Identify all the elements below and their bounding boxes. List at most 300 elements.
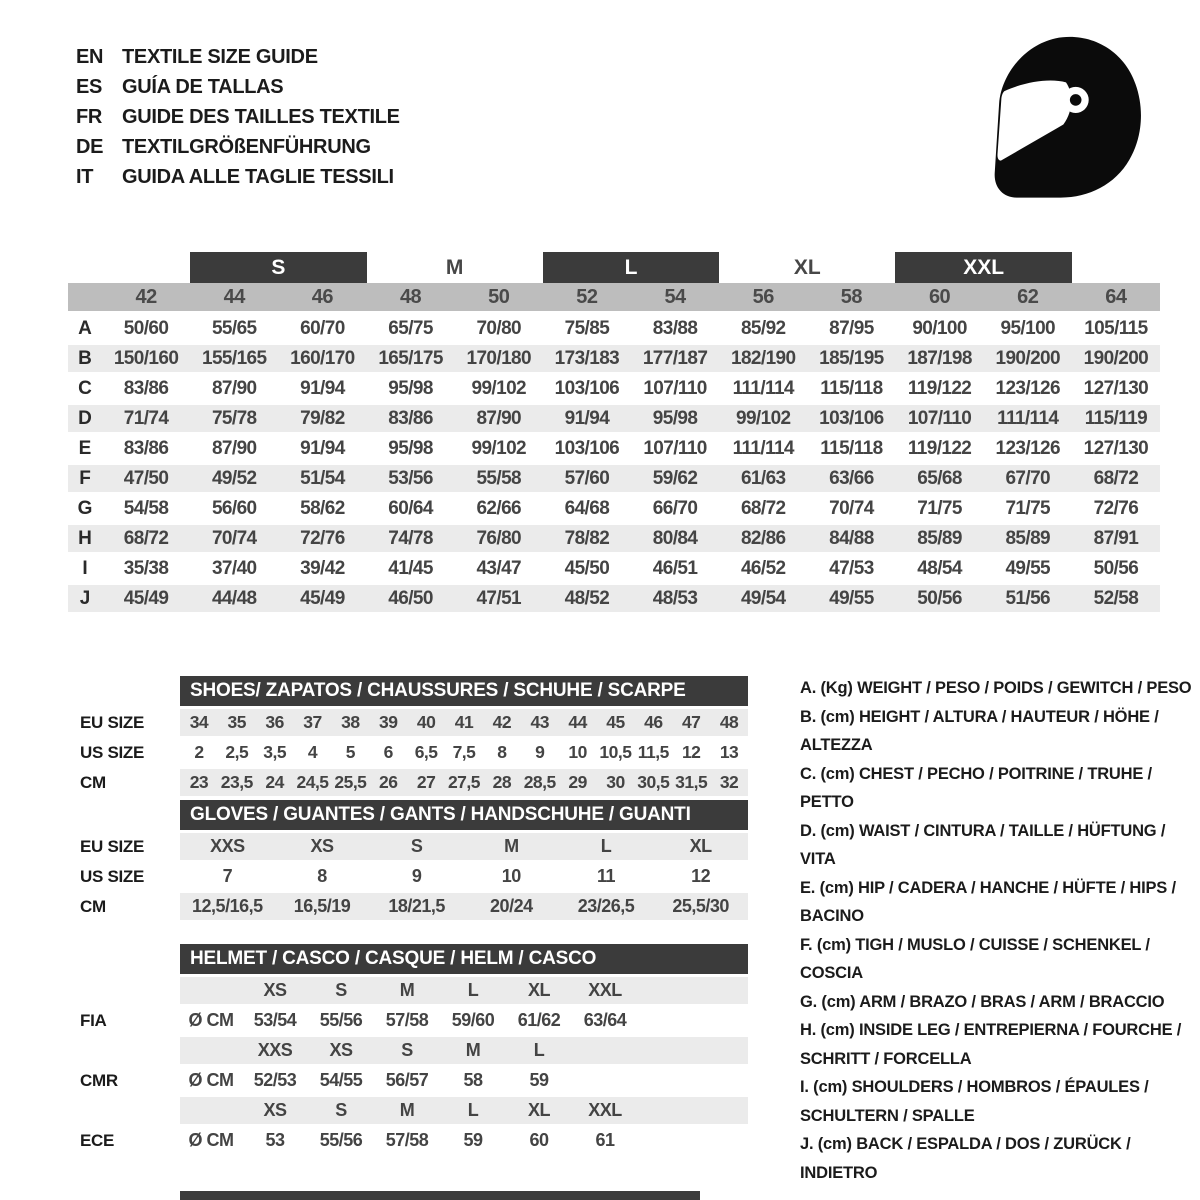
size-value: 91/94 — [300, 437, 345, 459]
racing-helmet-icon — [978, 26, 1154, 202]
size-value: 87/90 — [476, 407, 522, 429]
legend-unit: (cm) — [813, 1078, 848, 1096]
size-value: 48/52 — [564, 587, 610, 609]
row-label: C — [78, 377, 92, 399]
size-value: 11,5 — [637, 742, 669, 762]
legend-item — [800, 988, 1194, 1017]
row-label: F — [79, 467, 91, 489]
legend-unit: (cm) — [819, 878, 854, 897]
helmet-size: XS — [263, 1100, 287, 1120]
spacer — [180, 977, 242, 1004]
legend-item — [800, 1016, 1194, 1073]
size-value: 26 — [379, 772, 398, 792]
size-value: 105/115 — [1084, 317, 1148, 339]
size-value: 71/75 — [1005, 497, 1051, 519]
language-row — [76, 132, 400, 162]
helmet-value: 59/60 — [451, 1010, 495, 1030]
legend-item — [800, 817, 1194, 874]
size-value: 119/122 — [907, 437, 972, 459]
helmet-size: L — [467, 980, 479, 1000]
size-value: 34 — [189, 712, 209, 732]
size-value: 82/86 — [740, 527, 786, 549]
row-label: I — [82, 557, 88, 579]
table-row — [68, 375, 1160, 402]
row-label: CM — [80, 896, 106, 916]
helmet-size: L — [533, 1040, 545, 1060]
size-value: 6 — [383, 742, 393, 762]
size-value: 51/54 — [300, 467, 345, 489]
helmet-size: XS — [329, 1040, 353, 1060]
certification-label: CMR — [80, 1070, 118, 1090]
row-label: EU SIZE — [80, 712, 145, 732]
size-value: 68/72 — [1093, 467, 1139, 489]
language-code: FR — [76, 105, 103, 128]
helmet-value: 53/54 — [253, 1010, 297, 1030]
row-values — [180, 769, 748, 796]
helmet-value: 55/56 — [319, 1010, 363, 1030]
numeric-size: 62 — [1017, 285, 1039, 308]
size-value: 18/21,5 — [388, 896, 445, 916]
size-value: 46 — [644, 712, 663, 732]
helmet-value: 56/57 — [385, 1070, 429, 1090]
cutoff-header-bar — [180, 1191, 700, 1200]
size-value: 103/106 — [554, 437, 620, 459]
size-value: XL — [689, 836, 712, 856]
size-value: 20/24 — [490, 896, 533, 916]
table-row — [68, 405, 1160, 432]
size-value: 65/75 — [388, 317, 433, 339]
size-value: 44/48 — [211, 587, 257, 609]
row-label: US SIZE — [80, 866, 145, 886]
legend-text: SHOULDERS / HOMBROS / ÉPAULES / SCHULTERN / SPALLE — [800, 1078, 1149, 1125]
size-value: 111/114 — [732, 377, 794, 399]
size-value: 45/50 — [564, 557, 610, 579]
size-value: 27 — [416, 772, 436, 792]
helmet-value: 58 — [463, 1070, 483, 1090]
table-row — [68, 315, 1160, 342]
numeric-size: 54 — [664, 285, 686, 308]
size-value: 11 — [596, 866, 615, 886]
size-value: 43 — [530, 712, 549, 732]
size-value: 46/50 — [388, 587, 433, 609]
table-row — [68, 345, 1160, 372]
helmet-size: M — [399, 1100, 415, 1120]
legend-item — [800, 1073, 1194, 1130]
size-value: 10 — [568, 742, 587, 762]
gloves-table-title: GLOVES / GUANTES / GANTS / HANDSCHUHE / GUANTI — [180, 800, 748, 830]
size-value: 72/76 — [300, 527, 345, 549]
size-value: 70/74 — [211, 527, 257, 549]
size-value: 12 — [681, 742, 701, 762]
legend-unit: (cm) — [817, 1135, 852, 1153]
size-value: 87/95 — [829, 317, 874, 339]
size-value: 42 — [492, 712, 512, 732]
language-row — [76, 102, 400, 132]
helmet-size: S — [335, 980, 347, 1000]
size-value: 40 — [416, 712, 436, 732]
size-value: 190/200 — [1083, 347, 1149, 369]
table-row — [80, 1037, 748, 1064]
size-value: 39 — [379, 712, 398, 732]
size-value: 56/60 — [211, 497, 257, 519]
size-value: 115/118 — [820, 377, 883, 399]
size-value: 127/130 — [1083, 377, 1149, 399]
size-value: 173/183 — [554, 347, 620, 369]
size-value: 60/70 — [300, 317, 345, 339]
legend-key: J. — [800, 1135, 814, 1153]
language-code: IT — [76, 165, 94, 188]
apparel-measurement-rows — [68, 315, 1160, 612]
size-value: 170/180 — [466, 347, 531, 369]
table-row — [80, 977, 748, 1004]
size-value: 165/175 — [378, 347, 443, 369]
size-value: 63/66 — [829, 467, 874, 489]
legend-unit: (cm) — [820, 1021, 855, 1039]
table-row — [80, 1097, 748, 1124]
table-row — [80, 739, 748, 766]
size-value: 65/68 — [917, 467, 962, 489]
numeric-size: 50 — [488, 285, 510, 308]
table-row — [80, 1067, 748, 1094]
row-label: CM — [80, 772, 106, 792]
legend-unit: (cm) — [820, 764, 855, 783]
size-value: 10,5 — [599, 742, 632, 762]
legend-item — [800, 874, 1194, 931]
certification-label: ECE — [80, 1130, 115, 1150]
legend-key: G. — [800, 992, 818, 1011]
size-value: 37/40 — [211, 557, 257, 579]
helmet-value-row — [180, 1007, 748, 1034]
size-value: 41 — [454, 712, 474, 732]
row-values — [180, 863, 748, 890]
size-value: 61/63 — [740, 467, 786, 489]
size-value: 85/92 — [740, 317, 786, 339]
size-value: 107/110 — [643, 377, 707, 399]
size-value: 119/122 — [907, 377, 972, 399]
diameter-unit-label: Ø CM — [188, 1010, 234, 1030]
table-row — [80, 769, 748, 796]
helmet-size: XL — [527, 1100, 550, 1120]
legend-key: A. — [800, 679, 817, 697]
legend-item — [800, 931, 1194, 988]
table-row — [80, 893, 748, 920]
size-value: 107/110 — [907, 407, 972, 429]
legend-text: HIP / CADERA / HANCHE / HÜFTE / HIPS / BACINO — [800, 878, 1176, 925]
size-value: 83/86 — [123, 437, 169, 459]
size-value: 50/56 — [1093, 557, 1139, 579]
size-value: 49/54 — [740, 587, 786, 609]
size-value: 52/58 — [1093, 587, 1139, 609]
size-value: 47/50 — [123, 467, 169, 489]
helmet-value: 59 — [463, 1130, 483, 1150]
size-value: 91/94 — [564, 407, 610, 429]
size-group-l: L — [543, 252, 719, 283]
legend-text: ARM / BRAZO / BRAS / ARM / BRACCIO — [859, 992, 1165, 1011]
size-value: 30 — [606, 772, 625, 792]
size-value: 67/70 — [1005, 467, 1051, 489]
size-value: 5 — [345, 742, 355, 762]
helmet-value — [572, 1067, 638, 1094]
size-value: 123/126 — [995, 437, 1060, 459]
size-value: S — [410, 836, 423, 856]
legend-key: C. — [800, 764, 817, 783]
helmet-value: 55/56 — [319, 1130, 363, 1150]
size-value: 95/98 — [388, 377, 433, 399]
size-value: 68/72 — [123, 527, 169, 549]
spacer — [80, 977, 180, 1004]
size-value: 155/165 — [202, 347, 267, 369]
size-value: 48 — [719, 712, 739, 732]
size-value: 35 — [227, 712, 247, 732]
language-code: ES — [76, 75, 103, 98]
size-value: 71/74 — [123, 407, 169, 429]
helmet-size: M — [399, 980, 415, 1000]
helmet-size: XL — [527, 980, 550, 1000]
size-value: 72/76 — [1093, 497, 1139, 519]
size-value: 103/106 — [554, 377, 620, 399]
size-value: 123/126 — [995, 377, 1060, 399]
legend-text: BACK / ESPALDA / DOS / ZURÜCK / INDIETRO — [800, 1135, 1131, 1182]
size-value: 83/86 — [388, 407, 433, 429]
helmet-value: 53 — [265, 1130, 285, 1150]
row-values — [180, 833, 748, 860]
helmet-value: 59 — [529, 1070, 549, 1090]
size-value: 45/49 — [300, 587, 345, 609]
helmet-size: S — [335, 1100, 347, 1120]
row-label: US SIZE — [80, 742, 145, 762]
helmet-size: XXS — [257, 1040, 293, 1060]
size-value: 58/62 — [300, 497, 345, 519]
row-label: H — [78, 527, 92, 549]
size-value: 76/80 — [476, 527, 522, 549]
size-value: 55/58 — [476, 467, 522, 489]
size-value: 23,5 — [220, 772, 253, 792]
size-value: 44 — [568, 712, 587, 732]
helmet-value: 61/62 — [517, 1010, 561, 1030]
size-value: 25,5/30 — [672, 896, 729, 916]
size-value: 45 — [606, 712, 625, 732]
size-value: 85/89 — [1005, 527, 1051, 549]
size-value: 49/55 — [829, 587, 874, 609]
helmet-size: XXL — [588, 980, 622, 1000]
size-value: 60/64 — [388, 497, 433, 519]
legend-item — [800, 703, 1194, 760]
size-value: 13 — [719, 742, 739, 762]
size-value: 190/200 — [995, 347, 1060, 369]
size-value: M — [504, 836, 519, 856]
size-value: 49/52 — [211, 467, 257, 489]
row-label: EU SIZE — [80, 836, 145, 856]
size-value: 54/58 — [123, 497, 169, 519]
size-value: 150/160 — [113, 347, 179, 369]
size-value: 2 — [194, 742, 204, 762]
size-value: 7 — [222, 866, 233, 886]
legend-text: HEIGHT / ALTURA / HAUTEUR / HÖHE / ALTEZZA — [800, 707, 1159, 754]
legend-text: CHEST / PECHO / POITRINE / TRUHE / PETTO — [800, 764, 1152, 811]
spacer — [80, 944, 180, 974]
size-value: 27,5 — [447, 772, 481, 792]
shoes-table-title: SHOES/ ZAPATOS / CHAUSSURES / SCHUHE / SCARPE — [180, 676, 748, 706]
size-value: 95/98 — [388, 437, 433, 459]
size-value: 48/54 — [917, 557, 962, 579]
shoes-size-table — [80, 676, 748, 799]
size-value: 111/114 — [732, 437, 794, 459]
table-row — [68, 525, 1160, 552]
size-value: 47/53 — [829, 557, 874, 579]
language-code: DE — [76, 135, 104, 158]
table-row — [80, 833, 748, 860]
size-group-xxl: XXL — [895, 252, 1071, 283]
numeric-size: 64 — [1105, 285, 1127, 308]
helmet-size — [572, 1037, 638, 1064]
spacer — [68, 283, 102, 311]
size-value: 79/82 — [300, 407, 345, 429]
size-value: 75/85 — [564, 317, 610, 339]
helmet-value: 54/55 — [319, 1070, 363, 1090]
spacer — [80, 676, 180, 706]
legend-unit: (cm) — [816, 935, 851, 954]
size-value: 95/100 — [1000, 317, 1055, 339]
size-value: 57/60 — [564, 467, 610, 489]
size-value: 83/88 — [652, 317, 698, 339]
helmet-size: S — [401, 1040, 413, 1060]
size-value: 185/195 — [819, 347, 884, 369]
legend-key: B. — [800, 707, 817, 726]
size-value: 64/68 — [564, 497, 610, 519]
helmet-size-table — [80, 944, 748, 1157]
size-value: 49/55 — [1005, 557, 1051, 579]
size-value: 115/118 — [820, 437, 883, 459]
size-value: 90/100 — [912, 317, 967, 339]
size-value: 8 — [497, 742, 507, 762]
size-value: 115/119 — [1084, 407, 1148, 429]
spacer — [80, 800, 180, 830]
diameter-unit-label: Ø CM — [188, 1130, 234, 1150]
row-label: E — [78, 437, 92, 459]
row-values — [180, 739, 748, 766]
numeric-size: 52 — [576, 285, 598, 308]
guide-title: TEXTILE SIZE GUIDE — [122, 45, 318, 68]
table-row — [68, 465, 1160, 492]
legend-unit: (Kg) — [820, 679, 853, 697]
legend-key: E. — [800, 878, 816, 897]
size-value: 25,5 — [334, 772, 367, 792]
helmet-table-title: HELMET / CASCO / CASQUE / HELM / CASCO — [180, 944, 748, 974]
size-value: 23/26,5 — [577, 896, 635, 916]
size-value: 3,5 — [263, 742, 287, 762]
size-value: 47/51 — [476, 587, 522, 609]
size-value: 75/78 — [211, 407, 257, 429]
table-row — [80, 709, 748, 736]
helmet-value: 61 — [595, 1130, 615, 1150]
legend-text: INSIDE LEG / ENTREPIERNA / FOURCHE / SCHRITT / FORCELLA — [800, 1021, 1182, 1068]
helmet-value: 63/64 — [583, 1010, 627, 1030]
language-code: EN — [76, 45, 104, 68]
legend-unit: (cm) — [821, 992, 856, 1011]
size-value: 32 — [719, 772, 739, 792]
row-label: A — [78, 317, 92, 339]
size-value: 187/198 — [907, 347, 972, 369]
spacer — [80, 1097, 180, 1124]
size-value: 30,5 — [637, 772, 670, 792]
helmet-value: 60 — [529, 1130, 549, 1150]
spacer — [80, 1037, 180, 1064]
size-group-m: M — [445, 255, 464, 279]
helmet-size: L — [467, 1100, 479, 1120]
size-group-header-row — [68, 252, 1160, 283]
size-value: 36 — [265, 712, 284, 732]
size-value: 46/51 — [652, 557, 698, 579]
table-row — [68, 555, 1160, 582]
size-value: 87/91 — [1093, 527, 1139, 549]
size-value: 31,5 — [675, 772, 708, 792]
size-value: 43/47 — [476, 557, 522, 579]
row-label: D — [78, 407, 92, 429]
legend-item — [800, 674, 1194, 703]
legend-text: WEIGHT / PESO / POIDS / GEWITCH / PESO — [857, 679, 1192, 697]
helmet-size: XS — [263, 980, 287, 1000]
numeric-size: 42 — [135, 285, 157, 308]
legend-text: TIGH / MUSLO / CUISSE / SCHENKEL / COSCIA — [800, 935, 1150, 982]
size-value: 99/102 — [471, 437, 526, 459]
size-value: 47 — [681, 712, 701, 732]
legend-key: D. — [800, 821, 817, 840]
size-value: 12 — [691, 866, 711, 886]
size-value: 41/45 — [388, 557, 433, 579]
size-value: 8 — [317, 866, 327, 886]
size-value: 9 — [411, 866, 422, 886]
table-row — [80, 1127, 748, 1154]
helmet-value: 57/58 — [385, 1130, 429, 1150]
table-row — [80, 1007, 748, 1034]
table-row — [68, 495, 1160, 522]
table-row — [68, 435, 1160, 462]
diameter-unit-label: Ø CM — [188, 1070, 234, 1090]
row-label: B — [78, 347, 92, 369]
language-row — [76, 72, 400, 102]
size-value: XS — [310, 836, 334, 856]
table-row — [68, 585, 1160, 612]
size-value: 74/78 — [388, 527, 433, 549]
size-value: 24,5 — [296, 772, 329, 792]
size-value: 6,5 — [414, 742, 438, 762]
size-value: 78/82 — [564, 527, 610, 549]
size-value: 91/94 — [300, 377, 345, 399]
guide-title: TEXTILGRÖßENFÜHRUNG — [122, 135, 371, 158]
helmet-size-row — [180, 1037, 748, 1064]
size-value: 46/52 — [740, 557, 786, 579]
size-value: 12,5/16,5 — [192, 896, 263, 916]
legend-unit: (cm) — [820, 707, 855, 726]
size-value: 53/56 — [388, 467, 433, 489]
size-value: 111/114 — [997, 407, 1059, 429]
helmet-size: XXL — [588, 1100, 622, 1120]
numeric-size: 60 — [928, 285, 951, 308]
guide-title: GUÍA DE TALLAS — [122, 75, 284, 98]
language-row — [76, 42, 400, 72]
size-value: 84/88 — [829, 527, 874, 549]
size-value: 16,5/19 — [293, 896, 351, 916]
size-value: 50/56 — [917, 587, 962, 609]
size-value: 50/60 — [123, 317, 169, 339]
legend-text: WAIST / CINTURA / TAILLE / HÜFTUNG / VITA — [800, 821, 1166, 868]
size-value: 45/49 — [123, 587, 169, 609]
size-value: 48/53 — [652, 587, 698, 609]
helmet-size: M — [465, 1040, 481, 1060]
size-value: 182/190 — [731, 347, 796, 369]
legend-key: I. — [800, 1078, 809, 1096]
size-value: 28 — [492, 772, 512, 792]
